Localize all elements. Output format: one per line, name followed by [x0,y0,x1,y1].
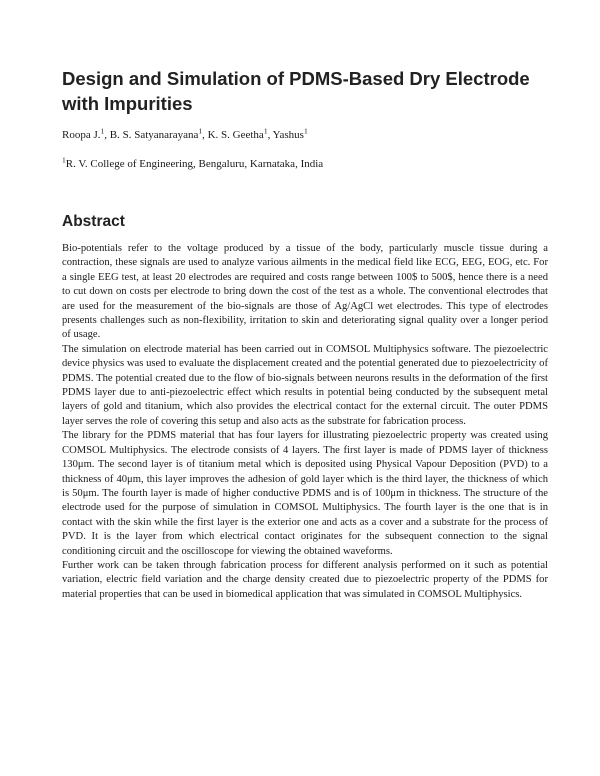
author: B. S. Satyanarayana$^1$, [109,126,208,141]
author: Yashus$^1$ [272,126,308,141]
abstract-paragraph: The simulation on electrode material has been carried out in COMSOL Multiphysics software. The piezoelectric device physics was used to evaluate the displacement created and the potential generated due to piezoelectricity of PDMS. The potential created due to the flow of bio-signals between neurons results in the deformation of the first PDMS layer due to anti-piezoelectric effect which results in potential being conducted by the subsequent metal layers of gold and titanium, which also provides the electrical contact for the external circuit. The outer PDMS layer serves the role of covering this setup and also acts as the substrate for fabrication process. [62,343,548,427]
author-list [62,128,562,142]
abstract-heading: Abstract [62,213,125,230]
abstract-paragraph: Bio-potentials refer to the voltage produced by a tissue of the body, particularly muscle tissue during a contraction, these signals are used to analyze various ailments in the medical field like ECG, EEG, EOG, etc. For a single EEG test, at least 20 electrodes are required and costs range between 100$ to 500$, hence there is a need to cut down on costs per electrode to bring down the cost of the test as a whole. The conventional electrodes that are used for the measurement of the bio-signals are those of Ag/AgCl wet electrodes. This type of electrodes presents challenges such as non-flexibility, irritation to skin and deteriorating signal quality over a longer period of usage. [62,243,548,341]
author: Roopa J.$^1$, [62,126,110,141]
abstract-body [62,242,548,602]
author: K. S. Geetha$^1$, [207,126,273,141]
affiliation: $^1$R. V. College of Engineering, Bengaluru, Karnataka, India [62,155,324,170]
paper-title: Design and Simulation of PDMS-Based Dry Electrode with Impurities [62,68,530,114]
abstract-paragraph: Further work can be taken through fabrication process for different analysis performed on it such as potential variation, electric field variation and the charge density created due to piezoelectric property of the PDMS for material properties that can be used in biomedical application that was simulated in COMSOL Multiphysics. [62,559,548,600]
abstract-paragraph: The library for the PDMS material that has four layers for illustrating piezoelectric property was created using COMSOL Multiphysics. The electrode consists of 4 layers. The first layer is made of PDMS layer of thickness 130μm. The second layer is of titanium metal which is deposited using Physical Vapour Deposition (PVD) to a thickness of 40μm, this layer improves the adhesion of gold layer which is the third layer, the thickness of which is 50μm. The fourth layer is made of higher conductive PDMS and is of 100μm in thickness. The structure of the electrode used for the purpose of simulation in COMSOL Multiphysics. The fourth layer is the one that is in contact with the skin while the first layer is the exterior one and acts as a cover and a substrate for the process of PVD. It is the layer from which electrical contact originates for the subsequent connection to the signal conditioning circuit and the oscilloscope for viewing the obtained waveforms. [62,430,548,557]
